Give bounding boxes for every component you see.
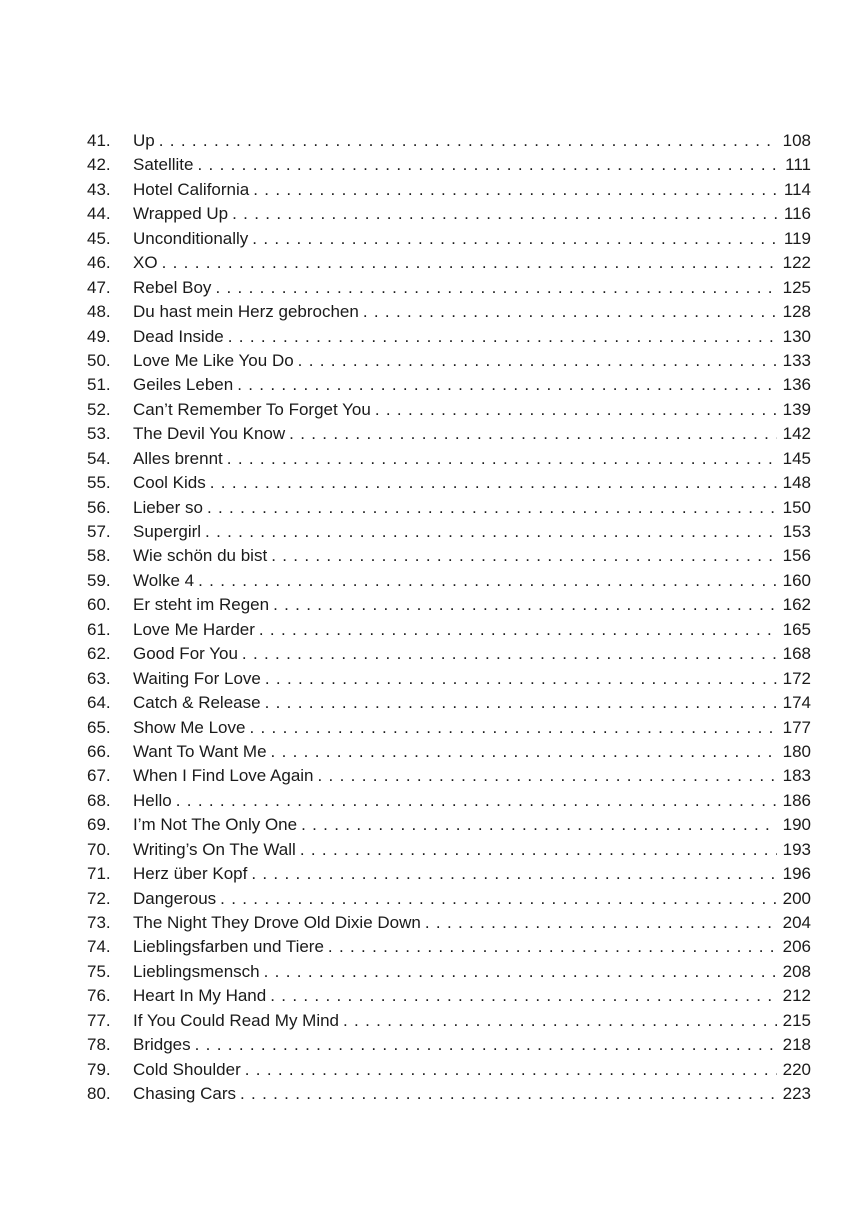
- toc-entry-number: 59.: [87, 570, 111, 590]
- toc-entry-dot-leader: [363, 300, 777, 324]
- toc-entry-page-number: 206: [782, 937, 811, 957]
- toc-entry: [87, 935, 811, 959]
- toc-entry-dot-leader: [343, 1009, 777, 1033]
- toc-entry-dot-leader: [237, 373, 776, 397]
- toc-entry-page-number: 204: [782, 913, 811, 932]
- toc-entry: [87, 862, 811, 886]
- toc-entry-dot-leader: [265, 667, 777, 691]
- toc-entry-title: Du hast mein Herz gebrochen: [133, 300, 363, 324]
- toc-entry-title: I’m Not The Only One: [133, 813, 301, 837]
- toc-entry: [87, 471, 811, 495]
- toc-entry-page-number: 218: [782, 1035, 811, 1055]
- toc-entry-page-number: 212: [782, 986, 811, 1006]
- toc-entry-title: When I Find Love Again: [133, 764, 318, 788]
- toc-entry-number: 43.: [87, 179, 111, 199]
- toc-entry-title: Can’t Remember To Forget You: [133, 398, 375, 422]
- toc-entry-page-number: 172: [782, 668, 811, 688]
- toc-entry: [87, 544, 811, 568]
- toc-entry-dot-leader: [289, 422, 776, 446]
- toc-entry-title: Herz über Kopf: [133, 862, 251, 886]
- toc-entry-title: Alles brennt: [133, 447, 227, 471]
- toc-entry: [87, 1033, 811, 1057]
- toc-entry-number: 56.: [87, 497, 111, 517]
- toc-entry: [87, 129, 811, 153]
- toc-entry-dot-leader: [300, 838, 777, 862]
- toc-entry-number: 52.: [87, 399, 111, 419]
- toc-entry-title: Dead Inside: [133, 325, 228, 349]
- toc-entry-title: Geiles Leben: [133, 373, 237, 397]
- toc-entry: [87, 202, 811, 226]
- toc-entry: [87, 496, 811, 520]
- toc-entry-dot-leader: [253, 178, 777, 202]
- toc-entry-page-number: 133: [782, 350, 811, 370]
- toc-entry-number: 64.: [87, 693, 111, 713]
- toc-entry: [87, 618, 811, 642]
- toc-entry-number: 65.: [87, 717, 111, 737]
- toc-entry-page-number: 208: [782, 961, 811, 981]
- toc-entry: [87, 716, 811, 740]
- toc-entry-dot-leader: [215, 276, 776, 300]
- toc-entry-page-number: 168: [782, 644, 811, 664]
- toc-entry-page-number: 177: [782, 717, 811, 737]
- toc-entry: [87, 911, 811, 935]
- toc-entry-number: 53.: [87, 424, 111, 444]
- toc-entry-page-number: 111: [785, 155, 811, 175]
- toc-entry-number: 48.: [87, 302, 111, 322]
- toc-entry-page-number: 128: [782, 302, 811, 322]
- toc-entry-title: XO: [133, 251, 162, 275]
- toc-entry-page-number: 174: [782, 693, 811, 713]
- toc-entry-number: 71.: [87, 864, 111, 884]
- toc-entry-page-number: 116: [783, 204, 811, 224]
- toc-entry-number: 42.: [87, 155, 111, 175]
- toc-entry-number: 45.: [87, 228, 111, 248]
- toc-entry-number: 79.: [87, 1059, 111, 1079]
- toc-entry-dot-leader: [207, 496, 777, 520]
- toc-entry: [87, 325, 811, 349]
- toc-entry-title: Catch & Release: [133, 691, 265, 715]
- toc-entry-title: Want To Want Me: [133, 740, 271, 764]
- toc-entry-page-number: 130: [782, 326, 811, 346]
- toc-entry-number: 46.: [87, 253, 111, 273]
- toc-entry-number: 74.: [87, 937, 111, 957]
- toc-entry-number: 49.: [87, 326, 111, 346]
- toc-entry-dot-leader: [252, 227, 777, 251]
- toc-entry-title: The Devil You Know: [133, 422, 289, 446]
- toc-entry-dot-leader: [328, 935, 777, 959]
- toc-entry-number: 72.: [87, 888, 111, 908]
- toc-entry-page-number: 160: [782, 570, 811, 590]
- toc-entry-number: 58.: [87, 546, 111, 566]
- toc-entry-title: Hotel California: [133, 178, 253, 202]
- toc-entry-title: Lieblingsmensch: [133, 960, 264, 984]
- toc-entry-title: Lieber so: [133, 496, 207, 520]
- toc-entry: [87, 642, 811, 666]
- toc-entry: [87, 1082, 811, 1106]
- toc-entry-dot-leader: [242, 642, 777, 666]
- toc-entry-dot-leader: [232, 202, 777, 226]
- toc-entry-number: 51.: [87, 375, 111, 395]
- toc-entry-dot-leader: [318, 764, 777, 788]
- toc-entry-dot-leader: [425, 911, 777, 935]
- toc-entry-title: Writing’s On The Wall: [133, 838, 300, 862]
- toc-entry-page-number: 162: [782, 595, 811, 615]
- toc-entry: [87, 349, 811, 373]
- toc-entry: [87, 1058, 811, 1082]
- toc-entry-title: The Night They Drove Old Dixie Down: [133, 911, 425, 935]
- toc-entry-dot-leader: [205, 520, 777, 544]
- toc-entry-title: Cool Kids: [133, 471, 210, 495]
- toc-entry-title: Good For You: [133, 642, 242, 666]
- toc-entry: [87, 789, 811, 813]
- toc-entry: [87, 276, 811, 300]
- toc-entry-number: 47.: [87, 277, 111, 297]
- toc-entry-number: 50.: [87, 350, 111, 370]
- toc-entry: [87, 251, 811, 275]
- toc-entry-title: Wrapped Up: [133, 202, 232, 226]
- toc-entry-title: Show Me Love: [133, 716, 249, 740]
- toc-entry-number: 68.: [87, 790, 111, 810]
- toc-entry-page-number: 220: [782, 1059, 811, 1079]
- toc-entry-page-number: 180: [782, 741, 811, 761]
- toc-entry-title: Love Me Harder: [133, 618, 259, 642]
- toc-entry-number: 57.: [87, 522, 111, 541]
- toc-entry-page-number: 215: [782, 1010, 811, 1030]
- toc-entry-dot-leader: [228, 325, 777, 349]
- toc-entry-page-number: 142: [782, 424, 811, 444]
- toc-entry-title: Wie schön du bist: [133, 544, 271, 568]
- toc-entry: [87, 447, 811, 471]
- toc-entry-title: Heart In My Hand: [133, 984, 270, 1008]
- toc-entry-dot-leader: [301, 813, 777, 837]
- toc-entry-title: Supergirl: [133, 520, 205, 544]
- toc-entry: [87, 838, 811, 862]
- toc-entry-dot-leader: [298, 349, 777, 373]
- toc-entry-dot-leader: [271, 740, 777, 764]
- toc-entry-dot-leader: [210, 471, 777, 495]
- toc-entry-page-number: 122: [782, 253, 811, 273]
- toc-entry-title: Satellite: [133, 153, 197, 177]
- toc-entry-title: Wolke 4: [133, 569, 198, 593]
- toc-entry-dot-leader: [264, 960, 777, 984]
- toc-entry-number: 44.: [87, 204, 111, 224]
- toc-entry: [87, 398, 811, 422]
- toc-entry-dot-leader: [227, 447, 777, 471]
- toc-entry: [87, 422, 811, 446]
- toc-entry: [87, 740, 811, 764]
- toc-entry-page-number: 165: [782, 619, 811, 639]
- toc-entry-number: 61.: [87, 619, 111, 639]
- toc-entry: [87, 593, 811, 617]
- toc-entry: [87, 569, 811, 593]
- toc-entry-page-number: 153: [782, 522, 811, 541]
- toc-entry-page-number: 125: [782, 277, 811, 297]
- toc-entry: [87, 691, 811, 715]
- toc-entry-number: 70.: [87, 839, 111, 859]
- toc-entry-dot-leader: [375, 398, 777, 422]
- toc-entry-number: 41.: [87, 131, 111, 150]
- toc-entry-page-number: 183: [782, 766, 811, 786]
- toc-entry-dot-leader: [162, 251, 777, 275]
- toc-entry-number: 73.: [87, 913, 111, 932]
- toc-entry-dot-leader: [271, 544, 776, 568]
- toc-entry: [87, 960, 811, 984]
- toc-entry-title: Waiting For Love: [133, 667, 265, 691]
- toc-entry-number: 60.: [87, 595, 111, 615]
- toc-entry-title: Up: [133, 129, 159, 153]
- toc-entry-dot-leader: [195, 1033, 777, 1057]
- toc-entry-dot-leader: [159, 129, 777, 153]
- toc-entry-dot-leader: [251, 862, 776, 886]
- toc-entry-page-number: 190: [782, 815, 811, 835]
- toc-entry-number: 67.: [87, 766, 111, 786]
- toc-entry-page-number: 119: [783, 228, 811, 248]
- toc-entry: [87, 764, 811, 788]
- toc-entry-page-number: 108: [782, 131, 811, 150]
- toc-entry-number: 77.: [87, 1010, 111, 1030]
- toc-entry-dot-leader: [249, 716, 776, 740]
- toc-entry: [87, 984, 811, 1008]
- table-of-contents: [87, 129, 811, 1107]
- toc-entry-title: Cold Shoulder: [133, 1058, 245, 1082]
- toc-entry-title: If You Could Read My Mind: [133, 1009, 343, 1033]
- toc-entry: [87, 227, 811, 251]
- toc-entry: [87, 813, 811, 837]
- toc-entry: [87, 300, 811, 324]
- toc-entry-page-number: 114: [783, 179, 811, 199]
- toc-entry: [87, 520, 811, 544]
- toc-entry-dot-leader: [176, 789, 777, 813]
- toc-entry-dot-leader: [273, 593, 777, 617]
- toc-entry-title: Rebel Boy: [133, 276, 215, 300]
- toc-entry-dot-leader: [270, 984, 776, 1008]
- toc-entry: [87, 667, 811, 691]
- toc-entry-number: 63.: [87, 668, 111, 688]
- toc-entry-title: Er steht im Regen: [133, 593, 273, 617]
- toc-entry-page-number: 156: [782, 546, 811, 566]
- toc-entry-page-number: 148: [782, 473, 811, 493]
- toc-entry-page-number: 136: [782, 375, 811, 395]
- toc-entry: [87, 373, 811, 397]
- toc-entry-dot-leader: [240, 1082, 777, 1106]
- toc-entry-title: Dangerous: [133, 887, 220, 911]
- toc-entry-title: Chasing Cars: [133, 1082, 240, 1106]
- toc-entry: [87, 1009, 811, 1033]
- toc-entry-dot-leader: [259, 618, 777, 642]
- toc-entry-number: 78.: [87, 1035, 111, 1055]
- toc-entry: [87, 887, 811, 911]
- toc-entry-dot-leader: [198, 569, 777, 593]
- toc-entry: [87, 178, 811, 202]
- toc-entry-title: Unconditionally: [133, 227, 252, 251]
- toc-entry-page-number: 186: [782, 790, 811, 810]
- toc-entry-number: 75.: [87, 961, 111, 981]
- toc-entry-page-number: 145: [782, 448, 811, 468]
- toc-entry-page-number: 196: [782, 864, 811, 884]
- toc-entry-title: Love Me Like You Do: [133, 349, 298, 373]
- toc-entry-page-number: 200: [782, 888, 811, 908]
- toc-entry-page-number: 139: [782, 399, 811, 419]
- toc-entry: [87, 153, 811, 177]
- toc-entry-title: Bridges: [133, 1033, 195, 1057]
- toc-entry-dot-leader: [220, 887, 776, 911]
- toc-entry-number: 62.: [87, 644, 111, 664]
- toc-entry-page-number: 193: [782, 839, 811, 859]
- toc-entry-dot-leader: [265, 691, 777, 715]
- toc-entry-number: 55.: [87, 473, 111, 493]
- toc-entry-number: 69.: [87, 815, 111, 835]
- toc-entry-number: 66.: [87, 741, 111, 761]
- toc-entry-page-number: 150: [782, 497, 811, 517]
- toc-entry-number: 80.: [87, 1084, 111, 1104]
- toc-entry-title: Hello: [133, 789, 176, 813]
- toc-entry-title: Lieblingsfarben und Tiere: [133, 935, 328, 959]
- toc-entry-number: 76.: [87, 986, 111, 1006]
- toc-entry-number: 54.: [87, 448, 111, 468]
- toc-entry-page-number: 223: [782, 1084, 811, 1104]
- toc-entry-dot-leader: [245, 1058, 777, 1082]
- toc-entry-dot-leader: [197, 153, 777, 177]
